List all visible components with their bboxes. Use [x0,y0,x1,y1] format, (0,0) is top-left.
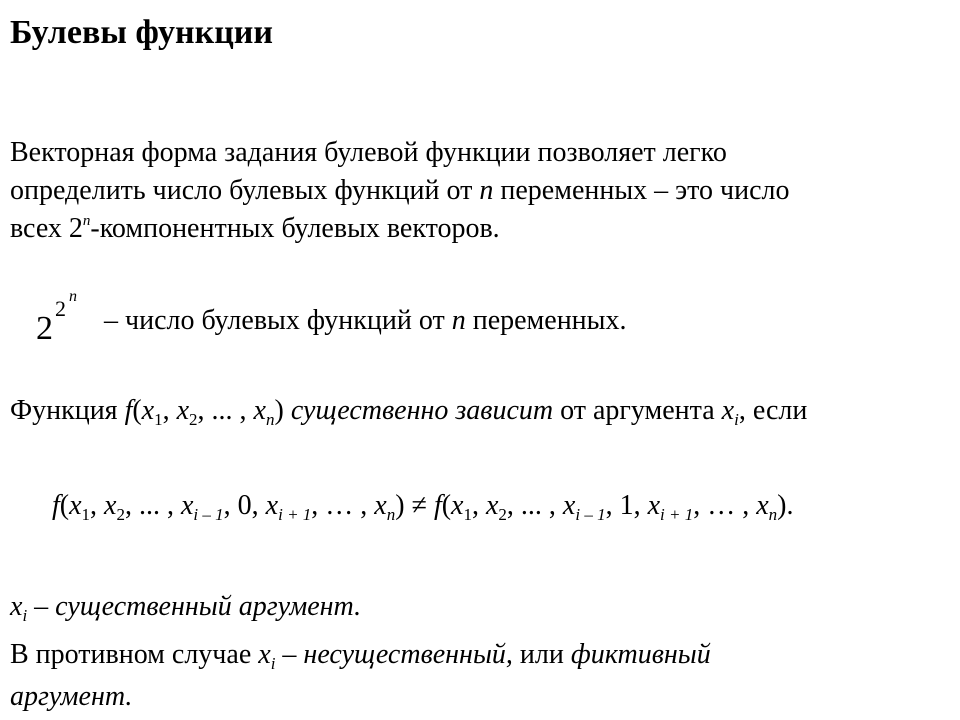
var-x: x [451,490,464,521]
text: Функция [10,395,125,426]
subscript: 2 [189,410,198,429]
paragraph-line-1 [10,134,727,172]
essential-dependence-formula: $f(x_1$, $x_2$, ... , $x_{i - 1}$, 0, $x_{i + 1}$, … , $x_n) \ne f(x_1$, $x_2$, ... , $x_{i - 1}$, 1, $x_{i + 1}$, … , $x_n$). [52,490,794,524]
text: переменных. [465,305,627,336]
essential-argument-line [10,588,361,626]
formula-end: ). [777,490,794,521]
dots: , ... , [124,490,181,521]
function-f: f [433,490,442,521]
superscript-n: n [82,213,91,229]
text: , если [738,395,808,426]
var-x: x [10,591,23,622]
ellipsis: , … , [311,490,375,521]
subscript: n [386,505,396,524]
dots: , ... , [506,490,563,521]
var-x: x [180,490,194,521]
ellipsis: , … , [693,490,757,521]
var-x: x [141,395,155,426]
text: Векторная форма задания булевой функции позволяет легко [10,137,727,168]
subscript: i + 1 [278,505,312,524]
subscript: n [768,505,778,524]
value-one: 1 [619,490,634,521]
emphasis: аргумент. [10,681,133,712]
subscript: 1 [463,505,472,524]
var-x: x [258,639,271,670]
subscript: 2 [116,505,125,524]
text: – [275,639,304,670]
tower-exponent-n: n [69,288,77,305]
definition-line [10,392,807,430]
paragraph-line-3 [10,210,500,248]
emphasis: несущественный, [303,639,513,670]
var-x: x [265,490,279,521]
subscript: 2 [498,505,507,524]
page-title: Булевы функции [10,14,273,51]
variable-n: n [479,175,494,206]
otherwise-line-1 [10,636,711,674]
dots: , ... , [197,395,254,426]
tower-exponent: 2 [55,296,66,321]
text: определить число булевых функций от [10,175,480,206]
paragraph-line-2 [10,172,790,210]
subscript: n [265,410,275,429]
var-x: x [647,490,661,521]
function-f: f [52,490,60,521]
paren: ( [132,395,142,426]
text: -компонентных булевых векторов. [90,213,500,244]
paren: ) [274,395,284,426]
var-x: x [756,490,769,521]
subscript: i [734,410,739,429]
count-description [104,302,626,340]
subscript: 1 [154,410,163,429]
function-f: f [124,395,133,426]
variable-n: n [451,305,466,336]
subscript: i + 1 [660,505,694,524]
subscript: i [22,606,28,625]
var-x: x [69,490,82,521]
text: – число булевых функций от [104,305,452,336]
subscript: i – 1 [193,505,224,524]
var-x: x [176,395,190,426]
var-x: x [485,490,499,521]
power-tower-formula [36,288,106,352]
text: от аргумента [553,395,722,426]
comma: , [162,395,177,426]
subscript: i [270,654,276,673]
var-x: x [562,490,576,521]
not-equal-sign: ≠ [404,490,434,521]
var-x: x [104,490,117,521]
text: или [512,639,571,670]
var-x: x [374,490,387,521]
text: переменных – это число [493,175,790,206]
tower-base: 2 [36,310,53,347]
value-zero: 0 [237,490,252,521]
emphasis: существенно зависит [283,395,554,426]
text: всех 2 [10,213,83,244]
subscript: 1 [81,505,91,524]
var-x: x [253,395,266,426]
subscript: i – 1 [575,505,606,524]
var-x: x [721,395,735,426]
emphasis: фиктивный [570,639,711,670]
emphasis: – существенный аргумент. [27,591,362,622]
text: В противном случае [10,639,259,670]
otherwise-line-2 [10,678,132,716]
